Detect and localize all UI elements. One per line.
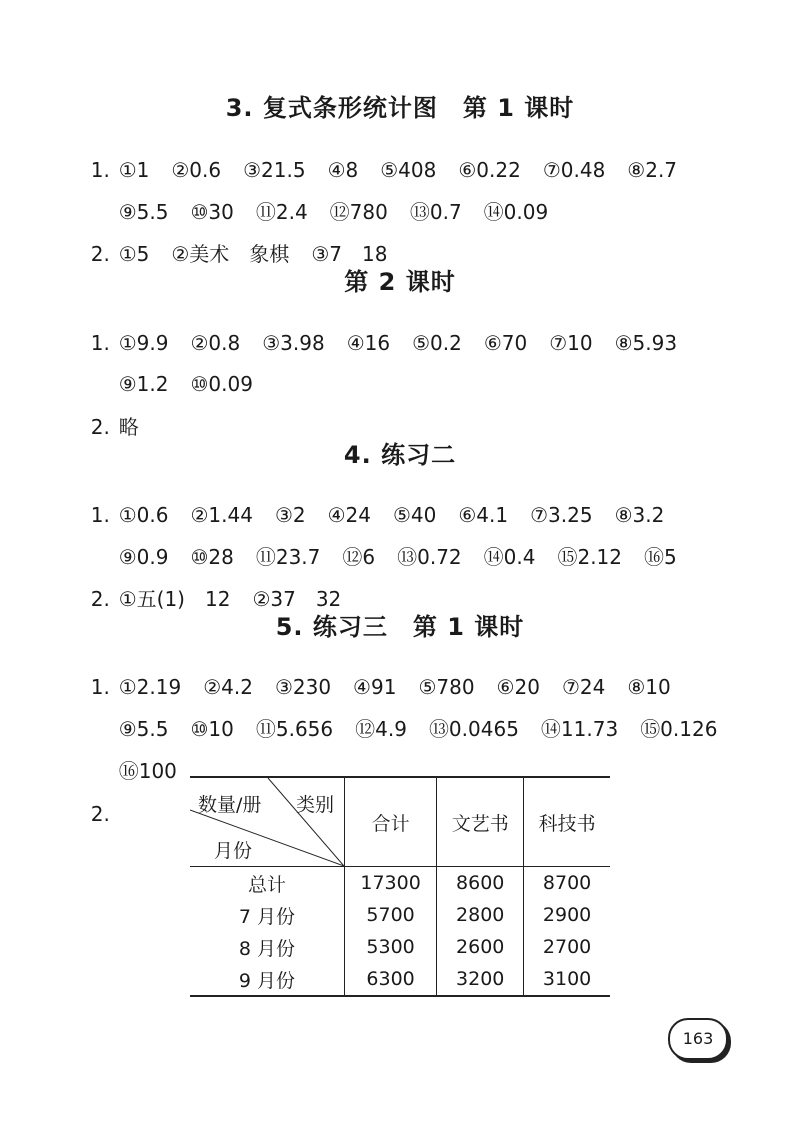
table-cell: 3100 bbox=[524, 963, 610, 996]
table-row bbox=[190, 931, 610, 963]
answer-line bbox=[78, 134, 699, 182]
column-header: 科技书 bbox=[524, 777, 610, 867]
corner-label-quantity: 数量/册 bbox=[198, 794, 262, 816]
answer-item: ⑦24 bbox=[561, 675, 606, 699]
table-header-row bbox=[190, 777, 610, 867]
answer-item: ①五(1) 12 bbox=[118, 587, 231, 611]
section-title-lesson-2: 第 2 课时 bbox=[344, 268, 456, 296]
column-header: 合计 bbox=[345, 777, 437, 867]
question-number: 1. bbox=[90, 158, 110, 182]
section-title-3: 3. 复式条形统计图 第 1 课时 bbox=[225, 94, 575, 122]
table-cell: 2900 bbox=[524, 899, 610, 931]
table-cell: 3200 bbox=[437, 963, 524, 996]
table-cell: 2600 bbox=[437, 931, 524, 963]
answer-item: ①2.19 bbox=[118, 675, 182, 699]
row-label: 9 月份 bbox=[238, 969, 296, 992]
answer-item: ⑤0.2 bbox=[412, 331, 462, 355]
answer-item: ⑫780 bbox=[329, 200, 388, 224]
table-cell: 8700 bbox=[524, 867, 610, 900]
answer-item: ⑥0.22 bbox=[458, 158, 521, 182]
corner-label-category: 类别 bbox=[296, 794, 335, 816]
answer-item: ⑩0.09 bbox=[190, 372, 253, 396]
question-number: 1. bbox=[90, 503, 110, 527]
answer-line bbox=[106, 735, 199, 783]
answer-item: ⑧5.93 bbox=[614, 331, 678, 355]
answer-item: ⑬0.0465 bbox=[428, 717, 519, 741]
table-cell: 6300 bbox=[345, 963, 437, 996]
question-number: 2. bbox=[90, 587, 110, 611]
answer-item: ⑬0.7 bbox=[409, 200, 462, 224]
answer-item: ②4.2 bbox=[203, 675, 253, 699]
answer-item: ⑮0.126 bbox=[640, 717, 718, 741]
table-cell: 8600 bbox=[437, 867, 524, 900]
table-row bbox=[190, 867, 610, 900]
answer-line bbox=[106, 348, 275, 396]
answer-line bbox=[106, 176, 570, 224]
answer-item: ⑫4.9 bbox=[355, 717, 407, 741]
answer-item: ⑤780 bbox=[418, 675, 475, 699]
answer-item: ②0.6 bbox=[171, 158, 222, 182]
answer-item: ⑬0.72 bbox=[397, 545, 462, 569]
answer-text: 略 bbox=[118, 415, 139, 439]
answer-item: ⑩30 bbox=[190, 200, 234, 224]
answer-item: ⑧2.7 bbox=[627, 158, 678, 182]
answer-item: ①0.6 bbox=[118, 503, 169, 527]
question-number: 2. bbox=[90, 415, 110, 439]
answer-item: ⑤40 bbox=[392, 503, 437, 527]
table-cell: 5700 bbox=[345, 899, 437, 931]
answer-item: ⑭11.73 bbox=[540, 717, 619, 741]
book-count-table bbox=[190, 776, 610, 997]
answer-item: ⑩28 bbox=[190, 545, 234, 569]
answer-item: ⑨5.5 bbox=[118, 200, 169, 224]
column-header: 文艺书 bbox=[437, 777, 524, 867]
answer-item: ③7 18 bbox=[311, 242, 388, 266]
answer-item: ⑨5.5 bbox=[118, 717, 169, 741]
table-cell: 2700 bbox=[524, 931, 610, 963]
answer-item: ⑥4.1 bbox=[458, 503, 509, 527]
answer-item: ⑦10 bbox=[549, 331, 593, 355]
answer-item: ⑧3.2 bbox=[614, 503, 665, 527]
answer-line bbox=[78, 479, 686, 527]
answer-item: ②37 32 bbox=[252, 587, 342, 611]
answer-line bbox=[106, 693, 739, 741]
answer-item: ⑥20 bbox=[496, 675, 540, 699]
answer-item: ③230 bbox=[274, 675, 332, 699]
diagonal-header-cell bbox=[190, 777, 345, 867]
answer-line bbox=[78, 391, 139, 439]
section-title-4: 4. 练习二 bbox=[343, 441, 457, 469]
table-row bbox=[190, 963, 610, 996]
answer-item: ⑫6 bbox=[342, 545, 376, 569]
answer-item: ⑩10 bbox=[190, 717, 234, 741]
answer-item: ⑦0.48 bbox=[542, 158, 606, 182]
answer-item: ⑭0.09 bbox=[483, 200, 549, 224]
answer-item: ⑧10 bbox=[627, 675, 671, 699]
answer-list bbox=[119, 759, 199, 783]
answer-item: ⑯5 bbox=[644, 545, 677, 569]
answer-item: ①1 bbox=[118, 158, 150, 182]
answer-line bbox=[78, 778, 119, 826]
answer-item: ⑮2.12 bbox=[557, 545, 622, 569]
page-number: 163 bbox=[668, 1018, 728, 1060]
answer-item: ④8 bbox=[327, 158, 359, 182]
row-label: 8 月份 bbox=[238, 937, 296, 960]
table-cell: 17300 bbox=[345, 867, 437, 900]
answer-item: ⑥70 bbox=[483, 331, 528, 355]
answer-item: ④16 bbox=[346, 331, 391, 355]
answer-item: ⑨1.2 bbox=[118, 372, 169, 396]
row-label: 总计 bbox=[247, 873, 286, 896]
table-cell: 5300 bbox=[345, 931, 437, 963]
table-row bbox=[190, 899, 610, 931]
answer-line bbox=[78, 563, 363, 611]
question-number: 2. bbox=[90, 802, 110, 826]
answer-item: ⑪2.4 bbox=[255, 200, 308, 224]
answer-item: ⑯100 bbox=[118, 759, 177, 783]
answer-item: ⑤408 bbox=[380, 158, 437, 182]
answer-item: ③21.5 bbox=[243, 158, 306, 182]
answer-item: ⑨0.9 bbox=[118, 545, 169, 569]
answer-item: ③2 bbox=[274, 503, 306, 527]
corner-label-month: 月份 bbox=[214, 840, 253, 862]
answer-item: ②美术 象棋 bbox=[171, 242, 290, 266]
answer-line bbox=[106, 521, 699, 569]
answer-item: ⑦3.25 bbox=[530, 503, 593, 527]
answer-item: ⑪23.7 bbox=[255, 545, 321, 569]
answer-line bbox=[78, 651, 693, 699]
answer-list bbox=[119, 717, 740, 741]
answer-line bbox=[78, 218, 409, 266]
answer-item: ⑪5.656 bbox=[255, 717, 334, 741]
table-cell: 2800 bbox=[437, 899, 524, 931]
answer-item: ①5 bbox=[118, 242, 150, 266]
answer-item: ①9.9 bbox=[118, 331, 169, 355]
answer-list bbox=[119, 372, 275, 396]
question-number: 1. bbox=[90, 331, 110, 355]
answer-item: ⑭0.4 bbox=[483, 545, 536, 569]
row-label: 7 月份 bbox=[238, 905, 296, 928]
answer-item: ④91 bbox=[353, 675, 397, 699]
question-number: 2. bbox=[90, 242, 110, 266]
answer-item: ③3.98 bbox=[262, 331, 325, 355]
section-title-5: 5. 练习三 第 1 课时 bbox=[275, 613, 525, 641]
answer-item: ②0.8 bbox=[190, 331, 241, 355]
question-number: 1. bbox=[90, 675, 110, 699]
answer-item: ②1.44 bbox=[190, 503, 253, 527]
answer-item: ④24 bbox=[327, 503, 371, 527]
